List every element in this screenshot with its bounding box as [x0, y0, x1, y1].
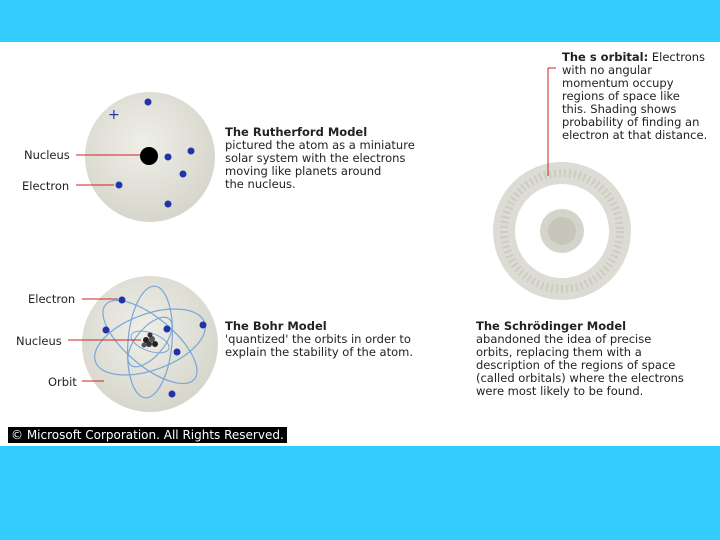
s-orbital-line: momentum occupy: [562, 76, 674, 90]
bohr-line: explain the stability of the atom.: [225, 345, 414, 359]
rutherford-title: The Rutherford Model: [225, 125, 368, 139]
electron-dot: [169, 391, 176, 398]
schrodinger-title: The Schrödinger Model: [476, 319, 627, 333]
bohr-orbit-label: Orbit: [48, 375, 77, 389]
s-orbital-line: regions of space like: [562, 89, 680, 103]
electron-dot: [200, 322, 207, 329]
s-orbital-description: [562, 51, 720, 142]
rutherford-line: the nucleus.: [225, 177, 296, 191]
electron-plus: +: [108, 107, 120, 123]
bohr-nucleus-label: Nucleus: [16, 334, 62, 348]
schrodinger-line: description of the regions of space: [476, 358, 676, 372]
rutherford-line: solar system with the electrons: [225, 151, 406, 165]
s-orbital-line: this. Shading shows: [562, 102, 677, 116]
electron-dot: [174, 349, 181, 356]
rutherford-nucleus: [140, 147, 158, 165]
bohr-atom: [68, 276, 218, 412]
electron-dot: [119, 297, 126, 304]
electron-dot: [103, 327, 110, 334]
schrodinger-description: [476, 320, 716, 398]
rutherford-nucleus-label: Nucleus: [24, 148, 70, 162]
electron-dot: [165, 154, 172, 161]
copyright-notice: © Microsoft Corporation. All Rights Reserved.: [8, 427, 287, 443]
electron-dot: [116, 182, 123, 189]
schrodinger-line: (called orbitals) where the electrons: [476, 371, 684, 385]
schrodinger-line: orbits, replacing them with a: [476, 345, 642, 359]
s-orbital-title: The s orbital:: [562, 50, 649, 64]
schrodinger-line: were most likely to be found.: [476, 384, 644, 398]
electron-dot: [180, 171, 187, 178]
electron-dot: [145, 99, 152, 106]
schrodinger-line: abandoned the idea of precise: [476, 332, 652, 346]
bohr-electron-label: Electron: [28, 292, 76, 306]
rutherford-atom: [76, 92, 215, 222]
rutherford-line: moving like planets around: [225, 164, 382, 178]
bohr-line: 'quantized' the orbits in order to: [225, 332, 411, 346]
s-orbital-line: probability of finding an: [562, 115, 700, 129]
rutherford-line: pictured the atom as a miniature: [225, 138, 415, 152]
rutherford-description: [225, 126, 445, 191]
rutherford-electron-label: Electron: [22, 179, 70, 193]
electron-dot: [165, 201, 172, 208]
bohr-description: [225, 320, 455, 359]
diagram-panel: [0, 42, 720, 446]
s-orbital-line: with no angular: [562, 63, 652, 77]
bohr-title: The Bohr Model: [225, 319, 327, 333]
electron-dot: [164, 326, 171, 333]
s-orbital-line: Electrons: [648, 50, 706, 64]
s-orbital-line: electron at that distance.: [562, 128, 708, 142]
electron-dot: [188, 148, 195, 155]
